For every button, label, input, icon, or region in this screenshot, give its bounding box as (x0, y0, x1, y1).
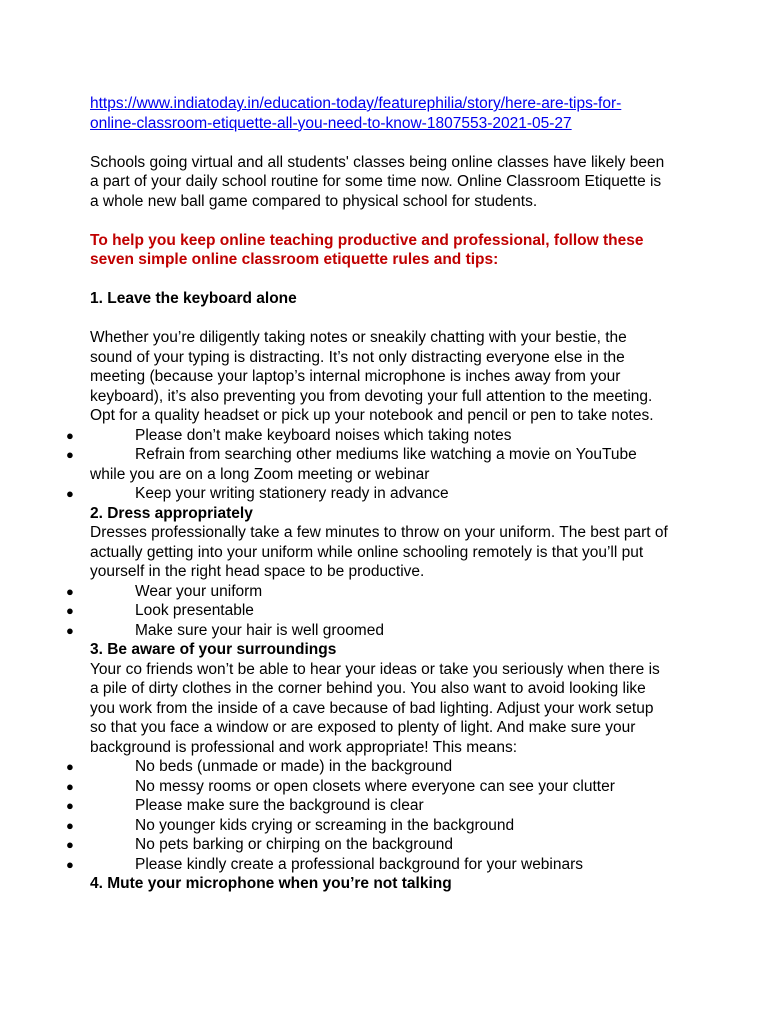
bullet-icon: ● (66, 778, 74, 794)
list-item: ● Refrain from searching other mediums like watching a movie on YouTube while you are on a long Zoom meeting or webinar (66, 446, 637, 483)
section-2-heading: 2. Dress appropriately (90, 504, 253, 522)
section-4-heading: 4. Mute your microphone when you’re not talking (90, 875, 452, 892)
list-item: ● No messy rooms or open closets where everyone can see your clutter (66, 777, 615, 795)
bullet-icon: ● (66, 759, 74, 774)
list-item: ● No younger kids crying or screaming in the background (66, 816, 515, 834)
section-1-body: Whether you’re diligently taking notes or sneakily chatting with your bestie, the sound of your typing is distracting. It’s not only distracting everyone else in the meeting (because your laptop’s internal microphone is inches away from your keyboard), it’s also preventing you from devoting your full attention to the meeting. Opt for a quality headset or pick up your notebook and pencil or pen to take notes. (90, 329, 654, 424)
section-1-heading: 1. Leave the keyboard alone (90, 290, 297, 307)
list-item: ● No pets barking or chirping on the background (66, 836, 453, 853)
list-item: ● Make sure your hair is well groomed (66, 621, 384, 639)
bullet-icon: ● (66, 798, 74, 813)
highlight-paragraph: To help you keep online teaching productive and professional, follow these seven simple online classroom etiquette rules and tips: (90, 231, 644, 268)
source-link-line-2[interactable]: online-classroom-etiquette-all-you-need-to-know-1807553-2021-05-27 (90, 114, 572, 132)
bullet-icon: ● (66, 817, 74, 833)
bullet-icon: ● (66, 486, 74, 501)
list-item: ● Keep your writing stationery ready in advance (66, 485, 449, 502)
intro-paragraph: Schools going virtual and all students' classes being online classes have likely been a part of your daily school routine for some time now. Online Classroom Etiquette is a whole new ball game compared to physical school for students. (90, 153, 665, 210)
bullet-icon: ● (66, 856, 74, 872)
list-item: ● Wear your uniform (66, 582, 263, 600)
bullet-icon: ● (66, 447, 74, 462)
section-2-body: Dresses professionally take a few minutes to throw on your uniform. The best part of actually getting into your uniform while online schooling remotely is that you’ll put yourself in the right head space to be productive. (90, 524, 668, 580)
bullet-icon: ● (66, 622, 74, 638)
bullet-icon: ● (66, 837, 74, 852)
document-page (66, 94, 670, 894)
list-item: ● Please don’t make keyboard noises which taking notes (66, 426, 512, 444)
section-3-list (66, 757, 670, 874)
source-link[interactable] (90, 94, 670, 133)
list-item: ● Look presentable (66, 602, 254, 619)
list-item: ● No beds (unmade or made) in the background (66, 758, 453, 775)
section-3-body: Your co friends won’t be able to hear your ideas or take you seriously when there is a pile of dirty clothes in the corner behind you. You also want to avoid looking like you work from the inside of a cave because of bad lighting. Adjust your work setup so that you face a window or are exposed to plenty of light. And make sure your background is professional and work appropriate! This means: (90, 660, 660, 756)
source-link-line-1[interactable]: https://www.indiatoday.in/education-today/featurephilia/story/here-are-tips-for- (90, 95, 622, 112)
section-2-list (66, 582, 670, 641)
section-3-heading: 3. Be aware of your surroundings (90, 641, 337, 658)
bullet-icon: ● (66, 603, 74, 618)
section-1-list (66, 426, 670, 504)
list-item: ● Please make sure the background is clear (66, 797, 424, 814)
bullet-icon: ● (66, 427, 74, 443)
list-item: ● Please kindly create a professional background for your webinars (66, 855, 584, 873)
bullet-icon: ● (66, 583, 74, 599)
